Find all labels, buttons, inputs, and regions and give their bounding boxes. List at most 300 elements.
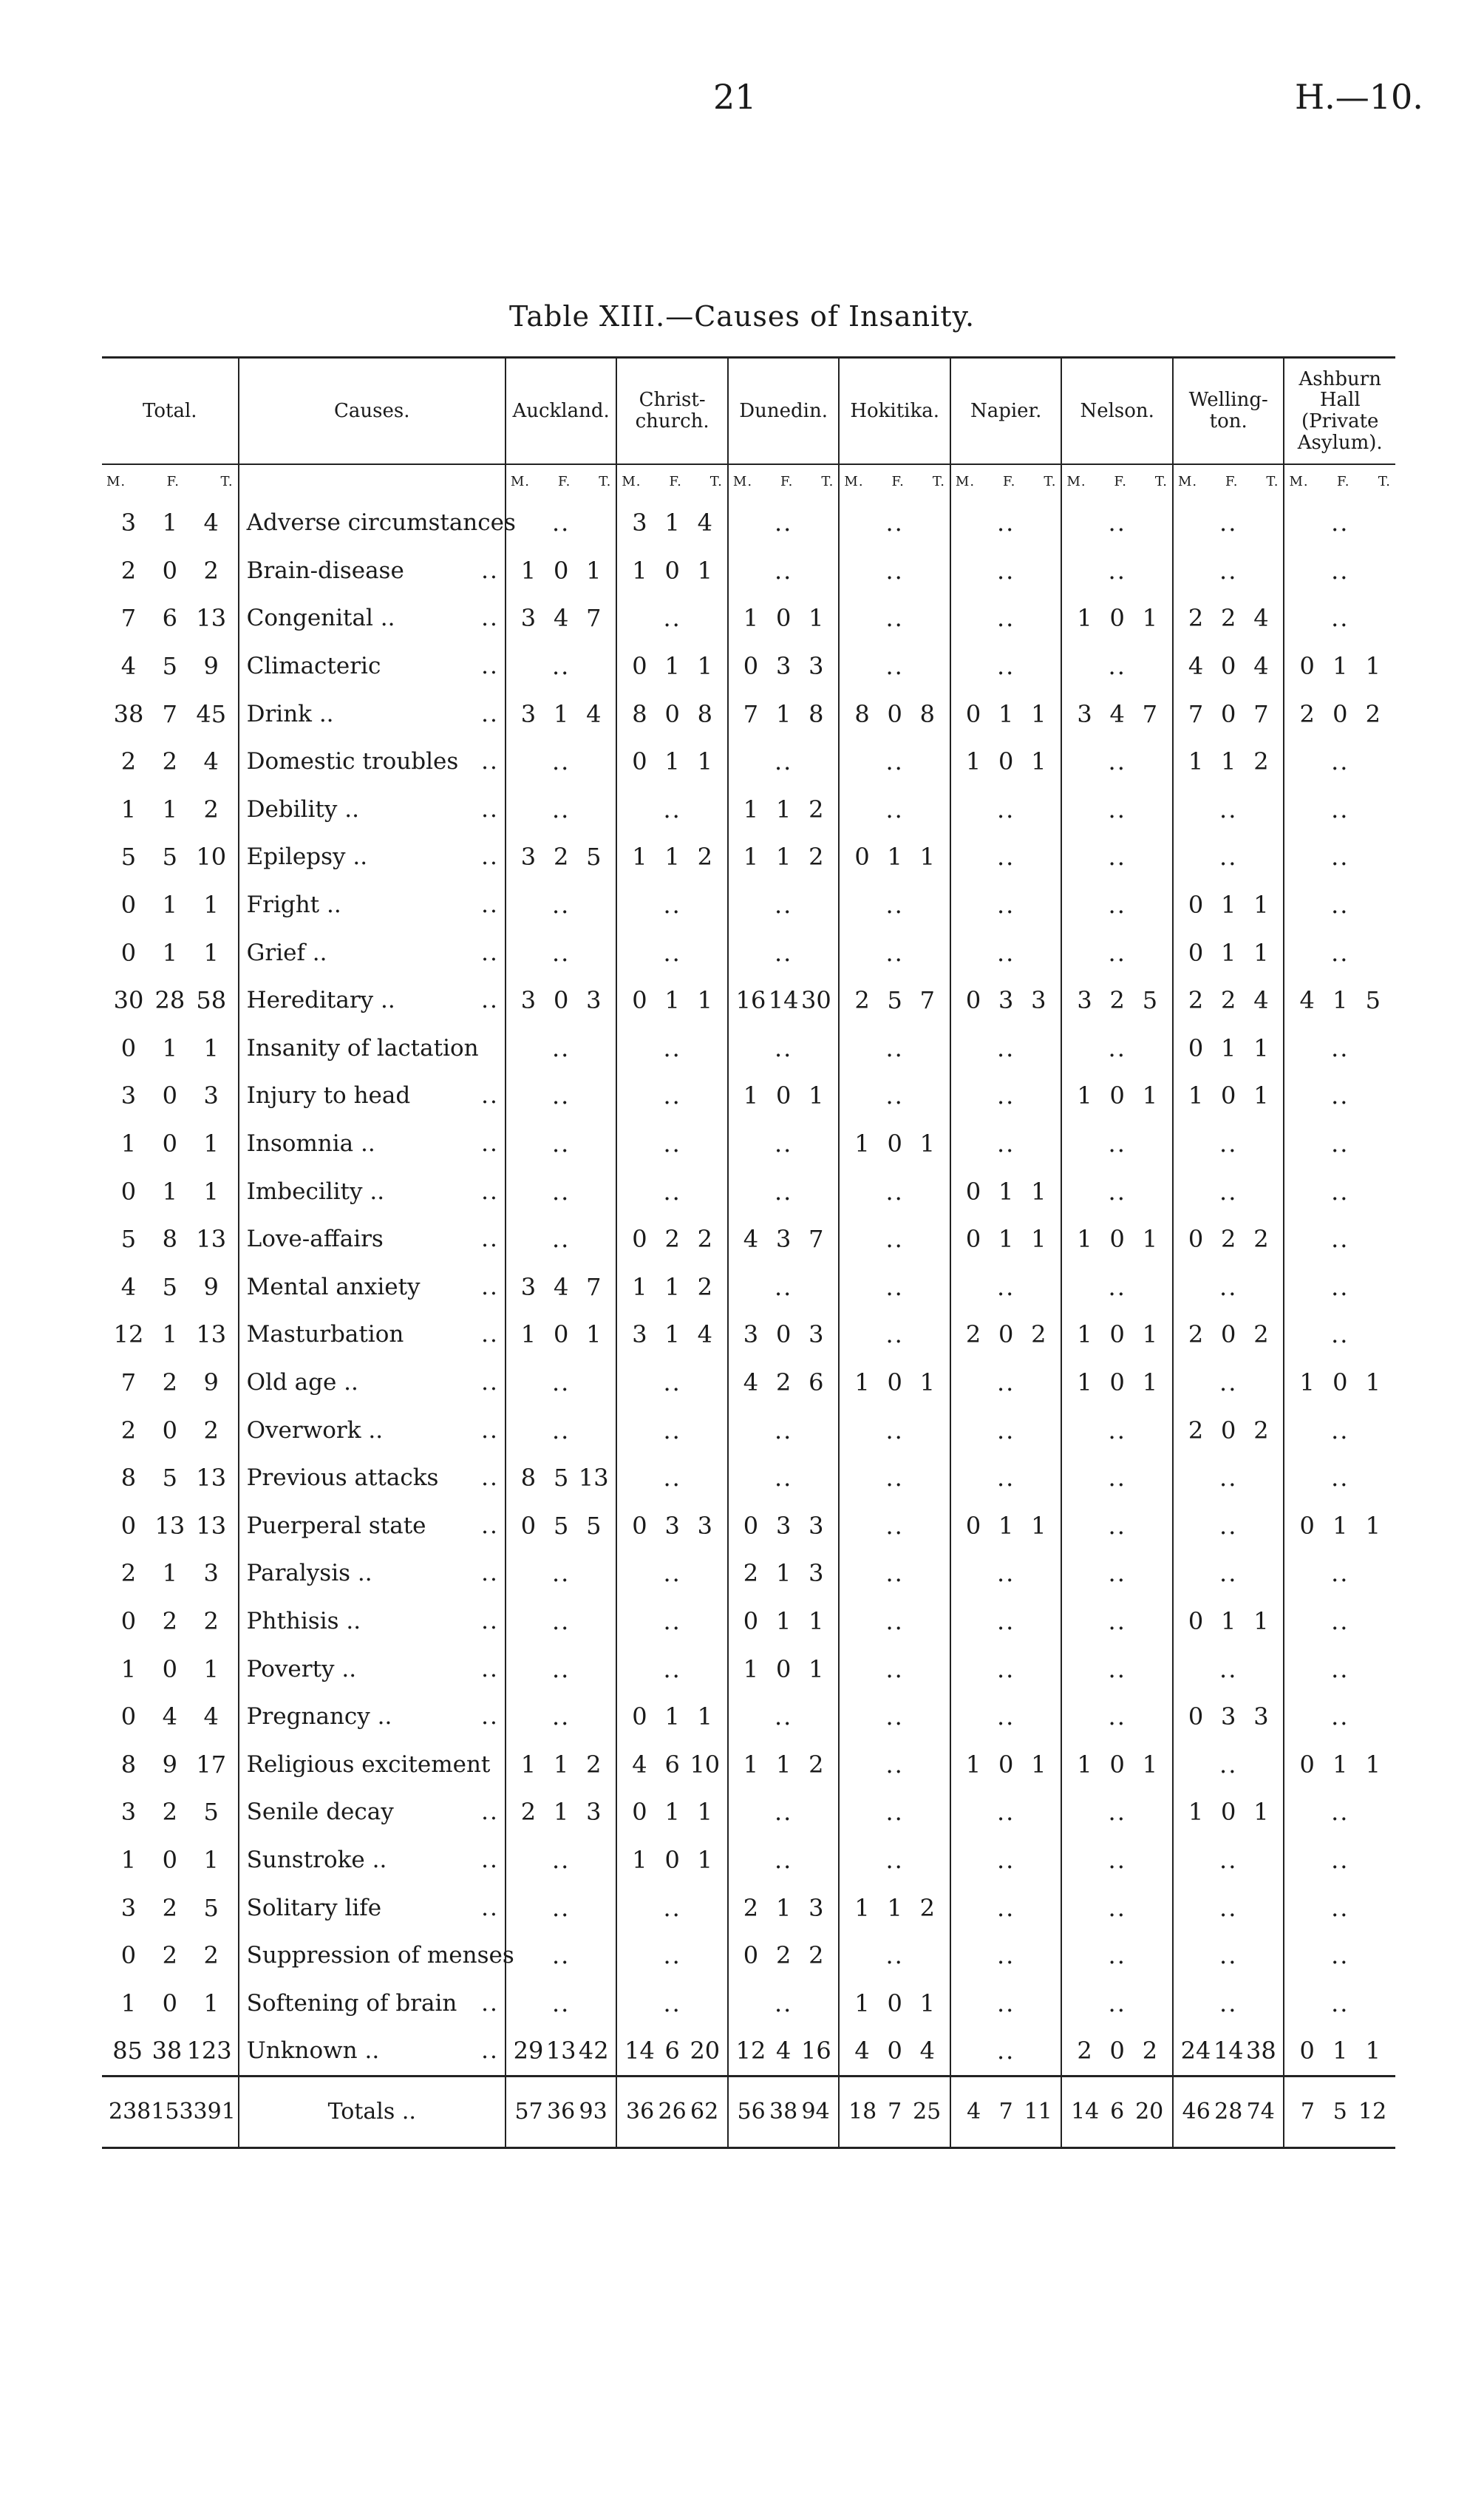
cell-value: 0 bbox=[1109, 604, 1125, 633]
leader-dots: .. bbox=[481, 892, 499, 919]
cell-value: 1 bbox=[664, 1320, 680, 1349]
region-cell bbox=[728, 928, 840, 977]
leader-dots: .. bbox=[481, 1130, 499, 1158]
empty-dots: .. bbox=[551, 509, 571, 537]
region-cell bbox=[616, 1932, 728, 1980]
region-cell bbox=[950, 1406, 1062, 1454]
leader-dots: .. bbox=[481, 605, 499, 632]
region-cell bbox=[1284, 1979, 1395, 2027]
cell-value: 2 bbox=[1188, 986, 1204, 1015]
cause-cell bbox=[239, 1167, 506, 1215]
empty-dots: .. bbox=[997, 1845, 1015, 1874]
empty-dots: .. bbox=[885, 1511, 904, 1540]
region-cell bbox=[950, 642, 1062, 690]
cell-value: 1 bbox=[809, 1081, 824, 1110]
region-cell bbox=[616, 499, 728, 547]
total-cell bbox=[102, 1645, 239, 1693]
empty-dots: .. bbox=[1219, 1559, 1238, 1588]
table-row bbox=[102, 499, 1395, 547]
empty-dots: .. bbox=[997, 891, 1015, 920]
leader-dots: .. bbox=[481, 1846, 499, 1873]
region-cell bbox=[1061, 690, 1173, 738]
cell-value: 1 bbox=[965, 1750, 981, 1779]
region-cell bbox=[506, 881, 617, 929]
cell-value: 8 bbox=[120, 1464, 137, 1493]
cell-value: 17 bbox=[196, 1750, 227, 1779]
empty-dots: .. bbox=[1108, 556, 1126, 585]
cell-value: 1 bbox=[120, 1845, 137, 1874]
cell-value: 0 bbox=[1188, 1033, 1204, 1062]
cell-value: 4 bbox=[586, 699, 602, 728]
cause-cell bbox=[239, 1359, 506, 1407]
empty-dots: .. bbox=[551, 1368, 571, 1396]
empty-dots: .. bbox=[774, 938, 793, 967]
leader-dots: .. bbox=[481, 843, 499, 871]
cell-value: 1 bbox=[998, 1225, 1014, 1254]
cell-value: 1 bbox=[998, 1177, 1014, 1206]
totals-region-cell bbox=[1173, 2076, 1284, 2147]
cell-value: 13 bbox=[196, 1320, 227, 1349]
region-cell bbox=[616, 1454, 728, 1502]
subheader-region bbox=[1173, 464, 1284, 499]
cause-label: Masturbation bbox=[246, 1321, 404, 1348]
cell-value: 0 bbox=[1221, 699, 1236, 728]
region-cell bbox=[1061, 1167, 1173, 1215]
region-cell bbox=[728, 1311, 840, 1359]
cell-value: 0 bbox=[664, 1845, 680, 1874]
cell-value: 14 bbox=[768, 986, 799, 1015]
cell-value: 57 bbox=[514, 2099, 543, 2125]
table-row bbox=[102, 2027, 1395, 2076]
empty-dots: .. bbox=[1331, 1654, 1349, 1683]
cause-cell bbox=[239, 547, 506, 595]
region-cell bbox=[839, 1454, 950, 1502]
column-header-region: Nelson. bbox=[1061, 358, 1173, 465]
region-cell bbox=[728, 499, 840, 547]
cell-value: 1 bbox=[743, 843, 759, 872]
cell-value: 0 bbox=[120, 1033, 137, 1062]
totals-total-cell bbox=[102, 2076, 239, 2147]
region-cell bbox=[950, 2027, 1062, 2076]
cell-value: 1 bbox=[887, 843, 902, 872]
cause-label: Suppression of menses bbox=[246, 1942, 514, 1969]
cause-label: Love-affairs bbox=[246, 1226, 384, 1253]
cell-value: 0 bbox=[965, 1177, 981, 1206]
cell-value: 1 bbox=[998, 699, 1014, 728]
cell-value: 45 bbox=[196, 699, 227, 728]
total-cell bbox=[102, 1597, 239, 1646]
region-cell bbox=[1284, 1740, 1395, 1788]
empty-dots: .. bbox=[551, 1416, 571, 1444]
table-row bbox=[102, 1693, 1395, 1741]
cell-value: 0 bbox=[120, 891, 137, 920]
cell-value: 0 bbox=[743, 1941, 759, 1970]
region-cell bbox=[950, 499, 1062, 547]
cell-value: 1 bbox=[1077, 1081, 1092, 1110]
cell-value: 2 bbox=[162, 747, 177, 776]
cell-value: 0 bbox=[743, 1606, 759, 1635]
cell-value: 1 bbox=[1365, 1750, 1381, 1779]
region-cell bbox=[506, 1072, 617, 1120]
cell-value: 2 bbox=[1221, 1225, 1236, 1254]
cell-value: 1 bbox=[1031, 1177, 1046, 1206]
cell-value: 36 bbox=[626, 2099, 655, 2125]
empty-dots: .. bbox=[1108, 1798, 1126, 1827]
cell-value: 11 bbox=[1024, 2099, 1052, 2125]
cell-value: 1 bbox=[520, 1750, 537, 1779]
empty-dots: .. bbox=[885, 891, 904, 920]
cell-value: 0 bbox=[632, 1511, 647, 1540]
cell-value: 2 bbox=[203, 556, 219, 585]
empty-dots: .. bbox=[997, 1893, 1015, 1922]
cell-value: 1 bbox=[1188, 1798, 1204, 1827]
region-cell bbox=[506, 1167, 617, 1215]
region-cell bbox=[1173, 1406, 1284, 1454]
cell-value: 0 bbox=[1188, 891, 1204, 920]
cause-label: Climacteric bbox=[246, 653, 381, 680]
cell-value: 46 bbox=[1182, 2099, 1211, 2125]
empty-dots: .. bbox=[1108, 1177, 1126, 1206]
total-cell bbox=[102, 1025, 239, 1073]
total-cell bbox=[102, 1549, 239, 1597]
cell-value: 1 bbox=[809, 1654, 824, 1683]
cell-value: 10 bbox=[196, 843, 227, 872]
empty-dots: .. bbox=[1331, 1893, 1349, 1922]
region-cell bbox=[1061, 642, 1173, 690]
cell-value: 2 bbox=[203, 795, 219, 824]
leader-dots: .. bbox=[481, 557, 499, 584]
region-cell bbox=[950, 833, 1062, 881]
cell-value: 1 bbox=[203, 1033, 219, 1062]
cell-value: 2 bbox=[1253, 1320, 1269, 1349]
total-cell bbox=[102, 1454, 239, 1502]
total-cell bbox=[102, 977, 239, 1025]
cell-value: 4 bbox=[120, 1272, 137, 1301]
cell-value: 1 bbox=[809, 604, 824, 633]
cell-value: 0 bbox=[553, 986, 569, 1015]
empty-dots: .. bbox=[551, 1941, 571, 1970]
table-row bbox=[102, 786, 1395, 834]
region-cell bbox=[616, 1406, 728, 1454]
table-row bbox=[102, 1740, 1395, 1788]
empty-dots: .. bbox=[551, 891, 571, 920]
region-cell bbox=[506, 1788, 617, 1836]
empty-dots: .. bbox=[1219, 1368, 1238, 1396]
empty-dots: .. bbox=[997, 1654, 1015, 1683]
cell-value: 3 bbox=[120, 509, 137, 537]
cell-value: 1 bbox=[1299, 1368, 1315, 1396]
cell-value: 1 bbox=[998, 1511, 1014, 1540]
region-cell bbox=[728, 1836, 840, 1884]
total-cell bbox=[102, 690, 239, 738]
subheader-label: M. bbox=[1289, 474, 1309, 490]
leader-dots: .. bbox=[481, 1368, 499, 1396]
cause-label: Insomnia .. bbox=[246, 1130, 375, 1158]
cell-value: 13 bbox=[196, 1225, 227, 1254]
cell-value: 1 bbox=[520, 556, 537, 585]
region-cell bbox=[950, 547, 1062, 595]
cell-value: 1 bbox=[664, 986, 680, 1015]
cause-label: Mental anxiety bbox=[246, 1273, 421, 1300]
cell-value: 1 bbox=[1031, 747, 1046, 776]
empty-dots: .. bbox=[885, 1081, 904, 1110]
cell-value: 7 bbox=[743, 699, 759, 728]
cell-value: 0 bbox=[632, 747, 647, 776]
cell-value: 1 bbox=[1253, 891, 1269, 920]
region-cell bbox=[728, 1979, 840, 2027]
region-cell bbox=[1173, 1167, 1284, 1215]
cause-cell bbox=[239, 1597, 506, 1646]
empty-dots: .. bbox=[663, 795, 681, 824]
cell-value: 0 bbox=[775, 604, 792, 633]
region-cell bbox=[839, 1836, 950, 1884]
empty-dots: .. bbox=[774, 1272, 793, 1301]
cell-value: 58 bbox=[196, 986, 227, 1015]
region-cell bbox=[728, 690, 840, 738]
empty-dots: .. bbox=[663, 1081, 681, 1110]
subheader-label: F. bbox=[669, 474, 682, 490]
cell-value: 5 bbox=[162, 652, 177, 681]
cell-value: 36 bbox=[547, 2099, 576, 2125]
region-cell bbox=[728, 738, 840, 786]
region-cell bbox=[616, 1072, 728, 1120]
cell-value: 1 bbox=[919, 1989, 936, 2017]
region-cell bbox=[1173, 738, 1284, 786]
subheader-label: T. bbox=[932, 474, 945, 490]
table-row bbox=[102, 1072, 1395, 1120]
empty-dots: .. bbox=[1108, 891, 1126, 920]
cell-value: 1 bbox=[120, 1130, 137, 1158]
cell-value: 8 bbox=[919, 699, 936, 728]
leader-dots: .. bbox=[481, 1894, 499, 1921]
leader-dots: .. bbox=[401, 2099, 416, 2125]
empty-dots: .. bbox=[885, 1320, 904, 1349]
total-cell bbox=[102, 2027, 239, 2076]
cell-value: 0 bbox=[664, 699, 680, 728]
cause-cell bbox=[239, 786, 506, 834]
cell-value: 0 bbox=[775, 1654, 792, 1683]
table-row bbox=[102, 1359, 1395, 1407]
cell-value: 1 bbox=[775, 1606, 792, 1635]
subheader-label: F. bbox=[780, 474, 794, 490]
empty-dots: .. bbox=[663, 1941, 681, 1970]
empty-dots: .. bbox=[1108, 1989, 1126, 2017]
region-cell bbox=[839, 1359, 950, 1407]
empty-dots: .. bbox=[1331, 747, 1349, 776]
empty-dots: .. bbox=[1331, 556, 1349, 585]
empty-dots: .. bbox=[1219, 1177, 1238, 1206]
cell-value: 8 bbox=[520, 1464, 537, 1493]
cell-value: 3 bbox=[775, 652, 792, 681]
cell-value: 28 bbox=[154, 986, 186, 1015]
cell-value: 1 bbox=[1188, 1081, 1204, 1110]
region-cell bbox=[1061, 1501, 1173, 1549]
cell-value: 1 bbox=[1188, 747, 1204, 776]
region-cell bbox=[839, 1167, 950, 1215]
cell-value: 20 bbox=[1135, 2099, 1164, 2125]
cell-value: 1 bbox=[919, 1368, 936, 1396]
cell-value: 1 bbox=[553, 1798, 569, 1827]
region-cell bbox=[1061, 1597, 1173, 1646]
total-cell bbox=[102, 928, 239, 977]
cause-cell bbox=[239, 594, 506, 642]
region-cell bbox=[1061, 881, 1173, 929]
empty-dots: .. bbox=[1108, 1941, 1126, 1970]
region-cell bbox=[506, 977, 617, 1025]
cell-value: 1 bbox=[520, 1320, 537, 1349]
empty-dots: .. bbox=[997, 843, 1015, 872]
cause-label: Religious excitement bbox=[246, 1751, 491, 1778]
cell-value: 0 bbox=[120, 1606, 137, 1635]
table-row bbox=[102, 1501, 1395, 1549]
cell-value: 0 bbox=[1299, 1511, 1315, 1540]
cell-value: 0 bbox=[998, 1750, 1014, 1779]
table-row bbox=[102, 1263, 1395, 1311]
region-cell bbox=[728, 1167, 840, 1215]
leader-dots: .. bbox=[481, 748, 499, 775]
subheader-label: T. bbox=[821, 474, 834, 490]
region-cell bbox=[506, 594, 617, 642]
region-cell bbox=[950, 1645, 1062, 1693]
region-cell bbox=[728, 786, 840, 834]
cell-value: 2 bbox=[553, 843, 569, 872]
cell-value: 2 bbox=[1188, 1320, 1204, 1349]
cell-value: 7 bbox=[120, 604, 137, 633]
region-cell bbox=[506, 738, 617, 786]
region-cell bbox=[1173, 1884, 1284, 1932]
region-cell bbox=[1173, 1597, 1284, 1646]
cell-value: 3 bbox=[632, 509, 647, 537]
cell-value: 3 bbox=[632, 1320, 647, 1349]
cell-value: 7 bbox=[1253, 699, 1269, 728]
cell-value: 1 bbox=[1077, 1368, 1092, 1396]
empty-dots: .. bbox=[997, 2037, 1015, 2065]
region-cell bbox=[1284, 1359, 1395, 1407]
empty-dots: .. bbox=[551, 1225, 571, 1254]
region-cell bbox=[950, 1884, 1062, 1932]
region-cell bbox=[616, 1836, 728, 1884]
column-header-region: Napier. bbox=[950, 358, 1062, 465]
empty-dots: .. bbox=[551, 1033, 571, 1062]
region-cell bbox=[839, 1263, 950, 1311]
cell-value: 9 bbox=[203, 1368, 219, 1396]
region-cell bbox=[1173, 786, 1284, 834]
region-cell bbox=[616, 1120, 728, 1168]
empty-dots: .. bbox=[663, 1559, 681, 1588]
cell-value: 1 bbox=[162, 509, 177, 537]
region-cell bbox=[616, 1597, 728, 1646]
region-cell bbox=[950, 1549, 1062, 1597]
cause-label: Injury to head bbox=[246, 1082, 411, 1110]
region-cell bbox=[950, 1120, 1062, 1168]
region-cell bbox=[1061, 1263, 1173, 1311]
subheader-label: T. bbox=[1266, 474, 1279, 490]
cell-value: 1 bbox=[162, 1177, 177, 1206]
cell-value: 3 bbox=[1077, 986, 1092, 1015]
cell-value: 38 bbox=[152, 2037, 183, 2065]
empty-dots: .. bbox=[997, 795, 1015, 824]
cell-value: 2 bbox=[1221, 604, 1236, 633]
total-cell bbox=[102, 1979, 239, 2027]
cause-cell bbox=[239, 690, 506, 738]
region-cell bbox=[839, 1120, 950, 1168]
region-cell bbox=[950, 1454, 1062, 1502]
empty-dots: .. bbox=[774, 1845, 793, 1874]
region-cell bbox=[506, 1311, 617, 1359]
leader-dots: .. bbox=[481, 987, 499, 1014]
region-cell bbox=[1284, 1645, 1395, 1693]
empty-dots: .. bbox=[1108, 652, 1126, 681]
region-cell bbox=[506, 1693, 617, 1741]
cell-value: 0 bbox=[162, 1081, 177, 1110]
region-cell bbox=[1284, 1501, 1395, 1549]
total-cell bbox=[102, 1359, 239, 1407]
cell-value: 13 bbox=[196, 604, 227, 633]
region-cell bbox=[839, 1072, 950, 1120]
empty-dots: .. bbox=[885, 938, 904, 967]
region-cell bbox=[616, 786, 728, 834]
region-cell bbox=[1284, 1884, 1395, 1932]
leader-dots: .. bbox=[481, 1560, 499, 1587]
region-cell bbox=[728, 833, 840, 881]
region-cell bbox=[1284, 1788, 1395, 1836]
table-row bbox=[102, 1215, 1395, 1263]
region-cell bbox=[950, 1597, 1062, 1646]
empty-dots: .. bbox=[1331, 509, 1349, 537]
cause-label: Senile decay bbox=[246, 1799, 394, 1826]
region-cell bbox=[1173, 1979, 1284, 2027]
cell-value: 2 bbox=[743, 1893, 759, 1922]
cell-value: 7 bbox=[586, 1272, 602, 1301]
cause-cell bbox=[239, 499, 516, 547]
cell-value: 1 bbox=[1031, 1511, 1046, 1540]
subheader-causes bbox=[239, 464, 506, 499]
cell-value: 4 bbox=[203, 747, 219, 776]
cell-value: 38 bbox=[113, 699, 144, 728]
empty-dots: .. bbox=[1331, 1702, 1349, 1731]
region-cell bbox=[1061, 928, 1173, 977]
cell-value: 5 bbox=[1365, 986, 1381, 1015]
region-cell bbox=[950, 690, 1062, 738]
cell-value: 1 bbox=[1221, 938, 1236, 967]
region-cell bbox=[1284, 928, 1395, 977]
cell-value: 5 bbox=[203, 1893, 219, 1922]
empty-dots: .. bbox=[1108, 843, 1126, 872]
cell-value: 3 bbox=[520, 699, 537, 728]
cause-label: Softening of brain bbox=[246, 1989, 457, 2017]
cell-value: 1 bbox=[697, 986, 712, 1015]
cell-value: 2 bbox=[1142, 2037, 1158, 2065]
cell-value: 2 bbox=[162, 1941, 177, 1970]
table-row bbox=[102, 1836, 1395, 1884]
cell-value: 13 bbox=[196, 1511, 227, 1540]
region-cell bbox=[839, 642, 950, 690]
empty-dots: .. bbox=[885, 1606, 904, 1635]
cell-value: 1 bbox=[743, 604, 759, 633]
cell-value: 1 bbox=[632, 1845, 647, 1874]
empty-dots: .. bbox=[551, 1559, 571, 1588]
region-cell bbox=[950, 1693, 1062, 1741]
cell-value: 8 bbox=[854, 699, 870, 728]
cell-value: 3 bbox=[203, 1559, 219, 1588]
region-cell bbox=[1173, 1311, 1284, 1359]
cell-value: 1 bbox=[203, 1654, 219, 1683]
region-cell bbox=[506, 2027, 617, 2076]
cause-cell bbox=[239, 1025, 506, 1073]
cell-value: 1 bbox=[809, 1606, 824, 1635]
cause-label: Congenital .. bbox=[246, 605, 395, 632]
region-cell bbox=[506, 1359, 617, 1407]
